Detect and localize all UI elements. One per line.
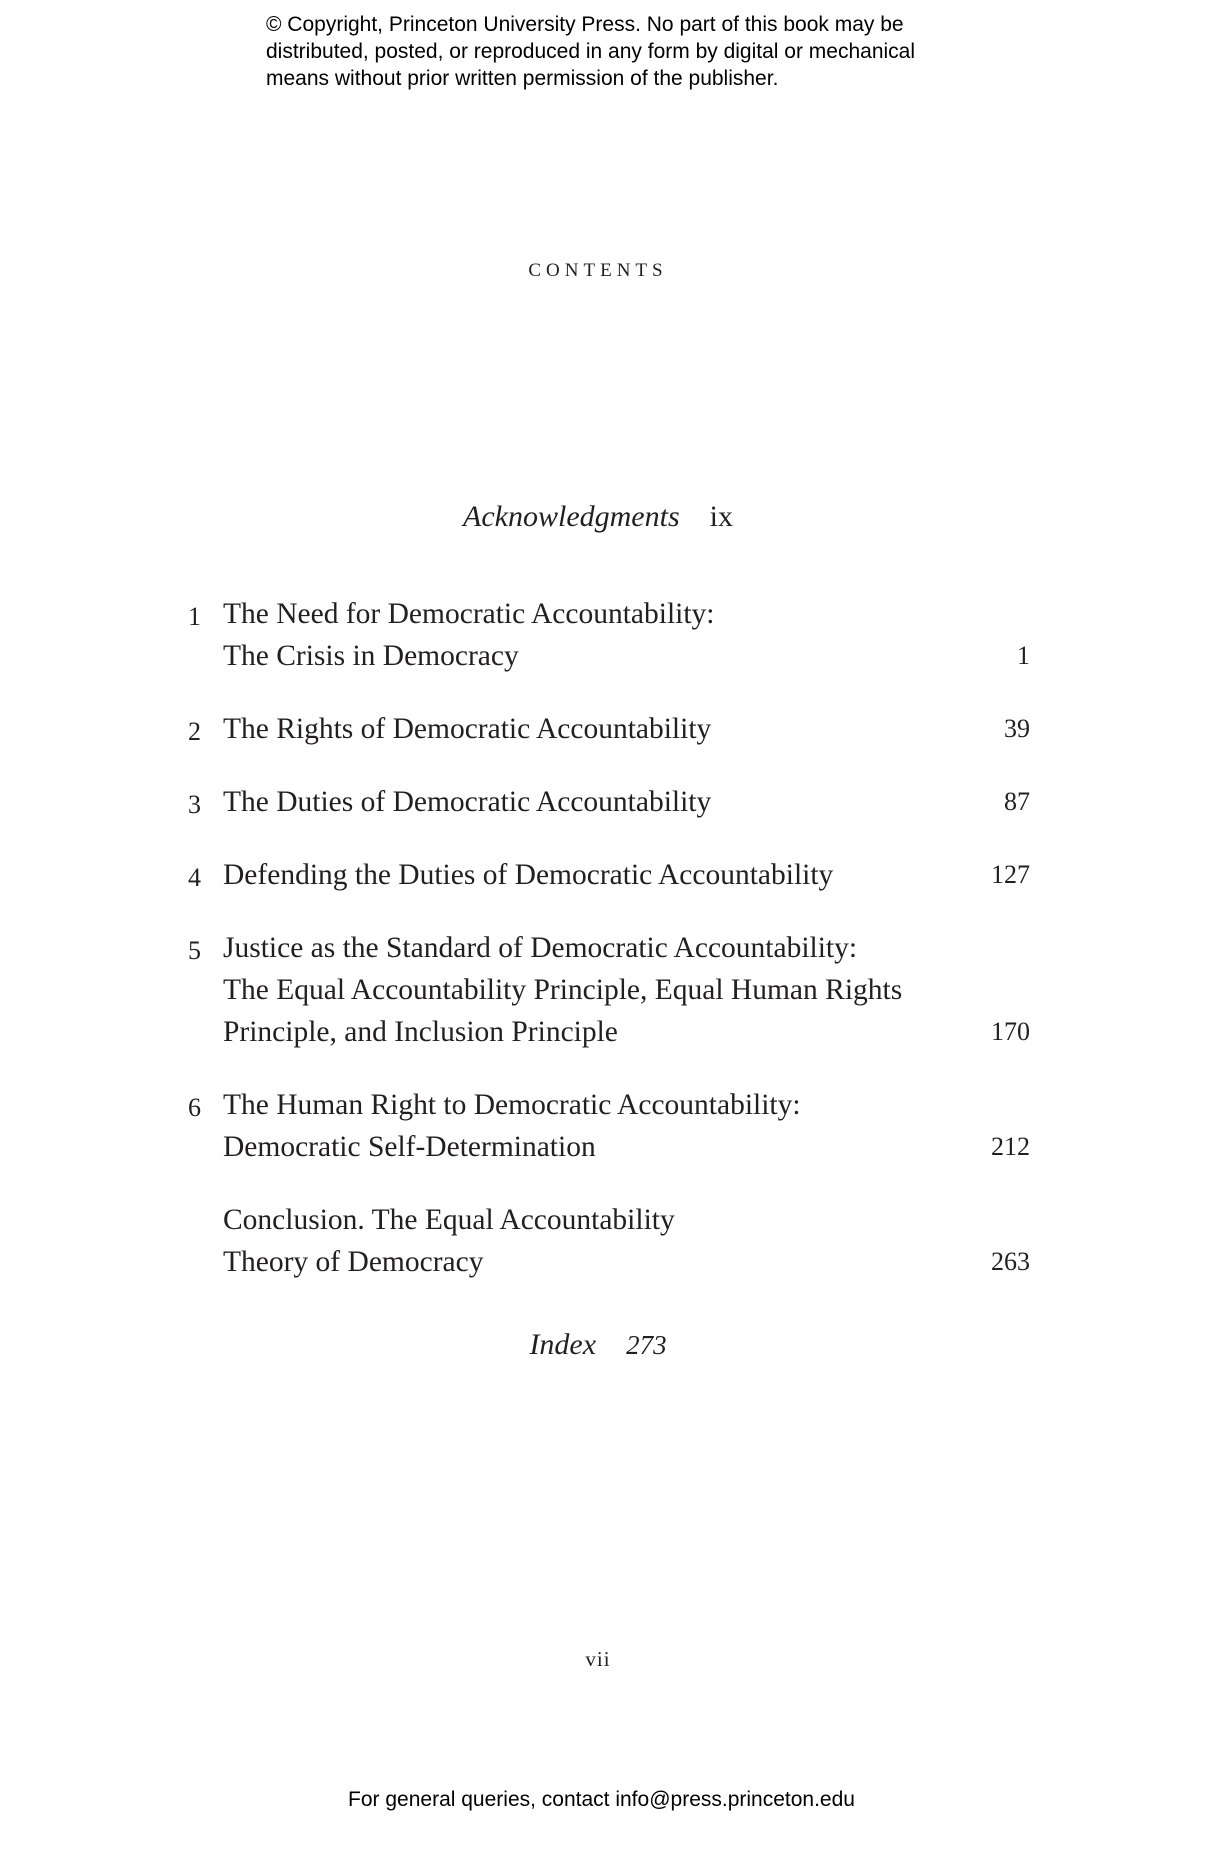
chapter-number: 5 [188,936,201,965]
chapter-title-line: The Human Right to Democratic Accountability: [223,1089,801,1121]
acknowledgments-title: Acknowledgments [463,500,680,533]
chapter-title-line: Conclusion. The Equal Accountability [223,1204,675,1236]
chapter-number: 3 [188,790,201,819]
chapter-title-line: Principle, and Inclusion Principle [223,1016,618,1048]
page-title: contents [528,252,668,282]
copyright-line: © Copyright, Princeton University Press. No part of this book may be [266,13,904,36]
chapter-title-line: The Need for Democratic Accountability: [223,598,715,630]
chapter-title-line: Democratic Self-Determination [223,1131,596,1163]
chapter-title-line: Theory of Democracy [223,1246,484,1278]
copyright-line: means without prior written permission of the publisher. [266,67,779,90]
chapter-number: 4 [188,863,201,892]
toc-index [0,1328,1196,1362]
chapter-page: 212 [991,1132,1030,1161]
toc-entry-chapter-1 [175,593,1030,677]
chapter-title-line: The Equal Accountability Principle, Equal Human Rights [223,974,903,1006]
chapter-page: 1 [1017,641,1030,670]
chapter-title-line: The Duties of Democratic Accountability [223,786,712,818]
footer-contact [0,1788,1225,1812]
chapter-title-line: Defending the Duties of Democratic Accountability [223,859,834,891]
chapter-page: 263 [991,1247,1030,1276]
chapter-title-line: The Rights of Democratic Accountability [223,713,712,745]
toc-entry-chapter-3 [175,781,1030,823]
toc-entry-chapter-4 [175,854,1030,896]
chapter-page: 127 [991,860,1030,889]
index-page: 273 [626,1330,667,1360]
toc-entry-chapter-6 [175,1084,1030,1168]
toc-acknowledgments [0,500,1196,534]
toc-entry-chapter-5 [175,927,1030,1053]
copyright-notice [266,11,1026,92]
table-of-contents [175,593,1030,1314]
footer-text: For general queries, contact info@press.princeton.edu [348,1788,855,1811]
chapter-number: 6 [188,1093,201,1122]
chapter-title-line: The Crisis in Democracy [223,640,519,672]
chapter-page: 39 [1004,714,1030,743]
chapter-page: 87 [1004,787,1030,816]
chapter-title-line: Justice as the Standard of Democratic Accountability: [223,932,858,964]
chapter-page: 170 [991,1017,1030,1046]
toc-entry-conclusion [175,1199,1030,1283]
copyright-line: distributed, posted, or reproduced in any form by digital or mechanical [266,40,916,63]
acknowledgments-page: ix [709,500,733,533]
chapter-number: 2 [188,717,201,746]
index-title: Index [529,1328,597,1361]
toc-entry-chapter-2 [175,708,1030,750]
chapter-number: 1 [188,602,201,631]
page-number: vii [585,1647,611,1671]
